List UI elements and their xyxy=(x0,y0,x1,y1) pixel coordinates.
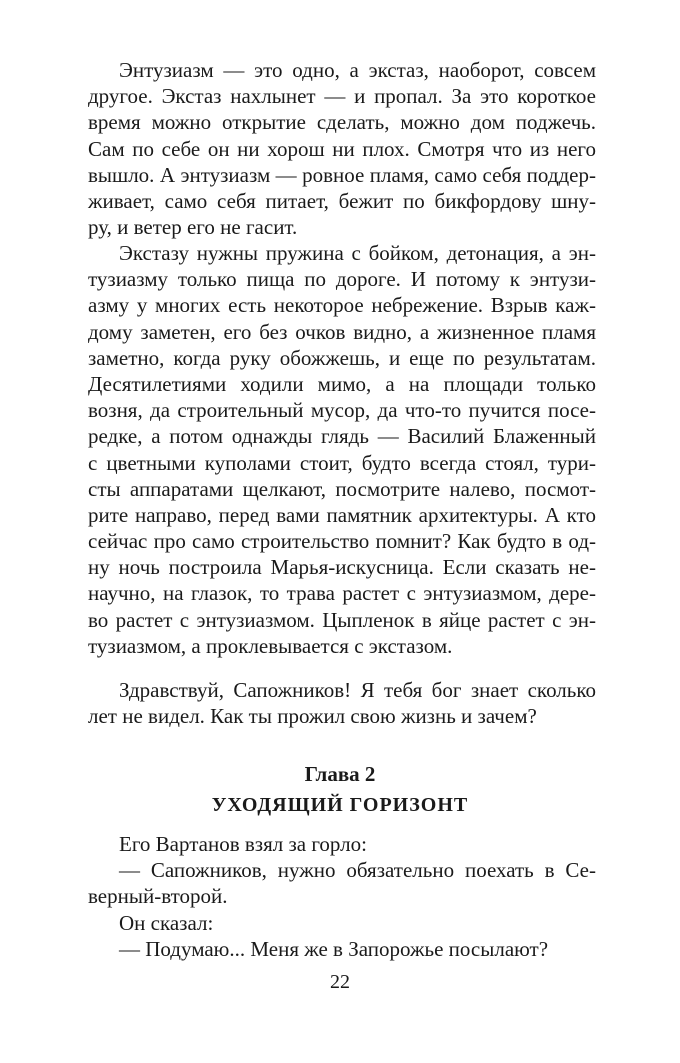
text-line: Он сказал: xyxy=(119,910,214,935)
text-line: рите направо, перед вами памятник архитектуры. А кто xyxy=(88,502,596,527)
text-line: время можно открытие сделать, можно дом поджечь. xyxy=(88,110,596,135)
text-line: научно, на глазок, то трава растет с энтузиазмом, дере- xyxy=(88,581,596,606)
chapter-title: УХОДЯЩИЙ ГОРИЗОНТ xyxy=(211,794,469,816)
text-line: тузиазму только пища по дороге. И потому к энтузи- xyxy=(88,267,596,292)
text-line: Экстазу нужны пружина с бойком, детонация, а эн- xyxy=(119,241,596,265)
text-line: сты аппаратами щелкают, посмотрите налево, посмот- xyxy=(88,476,596,501)
text-line: живает, само себя питает, бежит по бикфордову шну- xyxy=(88,188,596,213)
text-line: заметно, когда руку обожжешь, и еще по результатам. xyxy=(88,345,596,370)
text-line: лет не видел. Как ты прожил свою жизнь и зачем? xyxy=(88,704,537,729)
text-line: верный-второй. xyxy=(88,884,228,909)
text-line: с цветными куполами стоит, будто всегда стоял, тури- xyxy=(88,450,596,475)
text-line: азму у многих есть некоторое небрежение. Взрыв каж- xyxy=(88,293,596,318)
dialogue-line: — Подумаю... Меня же в Запорожье посылают? xyxy=(119,936,549,961)
text-line: другое. Экстаз нахлынет — и пропал. За это короткое xyxy=(88,84,596,109)
page-number: 22 xyxy=(330,971,350,993)
chapter-number: Глава 2 xyxy=(304,762,376,786)
text-line: Здравствуй, Сапожников! Я тебя бог знает сколько xyxy=(119,678,596,702)
text-line: Десятилетиями ходили мимо, а на площади только xyxy=(88,371,596,396)
text-line: вышло. А энтузиазм — ровное пламя, само себя поддер- xyxy=(88,162,596,187)
dialogue-section xyxy=(88,831,596,962)
text-line: тузиазмом, а проклевывается с экстазом. xyxy=(88,633,453,658)
text-line: во растет с энтузиазмом. Цыпленок в яйце растет с эн- xyxy=(88,607,596,632)
text-line: дому заметен, его без очков видно, а жизненное пламя xyxy=(88,319,596,344)
paragraph-enthusiasm-vs-ecstasy xyxy=(88,57,596,240)
text-line: возня, да строительный мусор, да что-то пучится посе- xyxy=(88,398,596,423)
text-line: Энтузиазм — это одно, а экстаз, наоборот, совсем xyxy=(119,58,596,82)
text-line: Сам по себе он ни хорош ни плох. Смотря что из него xyxy=(88,136,596,161)
paragraph-greeting-sapozhnikov xyxy=(88,677,596,729)
text-line: ру, и ветер его не гасит. xyxy=(88,215,298,240)
text-line: ну ночь построила Марья-искусница. Если сказать не- xyxy=(88,555,596,580)
text-line: сейчас про само строительство помнит? Как будто в од- xyxy=(88,529,596,554)
text-line: Его Вартанов взял за горло: xyxy=(119,832,367,856)
text-line: редке, а потом однажды глядь — Василий Блаженный xyxy=(88,424,596,449)
paragraph-ecstasy-needs-spring xyxy=(88,240,596,659)
dialogue-line: — Сапожников, нужно обязательно поехать в Се- xyxy=(119,858,596,883)
